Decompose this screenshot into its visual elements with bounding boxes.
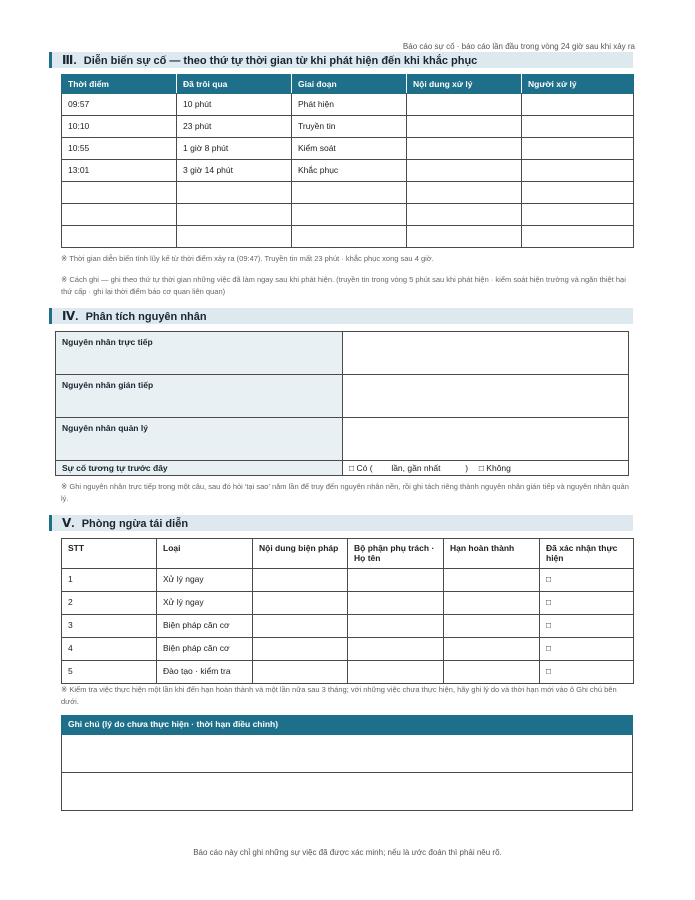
timeline-cell: 10:10 bbox=[62, 116, 177, 138]
timeline-table bbox=[61, 74, 634, 248]
prevention-row bbox=[62, 661, 634, 684]
timeline-cell: 3 giờ 14 phút bbox=[177, 160, 292, 182]
prevention-cell[interactable] bbox=[253, 638, 348, 661]
prevention-cell[interactable]: □ bbox=[540, 638, 634, 661]
cause-input-indirect[interactable] bbox=[343, 375, 629, 418]
prevention-cell[interactable] bbox=[444, 569, 540, 592]
remarks-line-1[interactable] bbox=[62, 735, 633, 773]
prevention-cell[interactable]: □ bbox=[540, 569, 634, 592]
similar-close-paren: ) bbox=[465, 463, 469, 473]
prevention-header-0: STT bbox=[62, 539, 157, 569]
timeline-cell: Khắc phục bbox=[292, 160, 407, 182]
timeline-note-1: ※ Thời gian diễn biến tính lũy kế từ thời điểm xảy ra (09:47). Truyền tin mất 23 phút · khắc phục xong sau 4 giờ. bbox=[61, 254, 434, 263]
prevention-cell[interactable] bbox=[444, 638, 540, 661]
prevention-cell[interactable] bbox=[253, 592, 348, 615]
prevention-header-3: Bộ phận phụ trách · Họ tên bbox=[348, 539, 444, 569]
cause-label-indirect: Nguyên nhân gián tiếp bbox=[56, 375, 343, 418]
prevention-row bbox=[62, 615, 634, 638]
section-5-number: Ⅴ. bbox=[62, 516, 75, 530]
prevention-cell[interactable]: □ bbox=[540, 661, 634, 684]
prevention-cell[interactable] bbox=[348, 615, 444, 638]
prevention-cell[interactable] bbox=[444, 661, 540, 684]
prevention-cell[interactable] bbox=[253, 615, 348, 638]
timeline-header-4: Người xử lý bbox=[522, 75, 634, 94]
cause-label-management: Nguyên nhân quản lý bbox=[56, 418, 343, 461]
similar-incident-options bbox=[343, 461, 629, 476]
remarks-box bbox=[61, 715, 633, 811]
timeline-cell[interactable] bbox=[177, 226, 292, 248]
prevention-header-2: Nội dung biện pháp bbox=[253, 539, 348, 569]
timeline-cell: Phát hiện bbox=[292, 94, 407, 116]
timeline-row bbox=[62, 116, 634, 138]
header-note: Báo cáo sự cố · báo cáo lần đầu trong vòng 24 giờ sau khi xảy ra bbox=[402, 42, 635, 51]
timeline-cell[interactable] bbox=[177, 182, 292, 204]
section-4-title: Phân tích nguyên nhân bbox=[85, 311, 207, 323]
prevention-cell: Xử lý ngay bbox=[157, 592, 253, 615]
prevention-cell[interactable]: □ bbox=[540, 615, 634, 638]
timeline-cell[interactable] bbox=[407, 116, 522, 138]
timeline-cell[interactable] bbox=[522, 116, 634, 138]
timeline-cell[interactable] bbox=[522, 204, 634, 226]
timeline-row bbox=[62, 94, 634, 116]
section-3-number: Ⅲ. bbox=[62, 53, 77, 67]
prevention-cell[interactable] bbox=[348, 569, 444, 592]
timeline-cell: Truyền tin bbox=[292, 116, 407, 138]
prevention-cell[interactable] bbox=[444, 592, 540, 615]
timeline-cell: 13:01 bbox=[62, 160, 177, 182]
timeline-cell[interactable] bbox=[522, 160, 634, 182]
section-5-title: Phòng ngừa tái diễn bbox=[81, 518, 189, 530]
prevention-cell: 4 bbox=[62, 638, 157, 661]
timeline-cell[interactable] bbox=[62, 182, 177, 204]
prevention-cell: Đào tạo · kiểm tra bbox=[157, 661, 253, 684]
cause-label-direct: Nguyên nhân trực tiếp bbox=[56, 332, 343, 375]
timeline-cell: 10:55 bbox=[62, 138, 177, 160]
prevention-cell: Biện pháp căn cơ bbox=[157, 638, 253, 661]
timeline-cell[interactable] bbox=[522, 226, 634, 248]
footer-note: Báo cáo này chỉ ghi những sự việc đã được xác minh; nếu là ước đoán thì phải nêu rõ. bbox=[193, 848, 502, 857]
cause-row-management bbox=[56, 418, 629, 461]
timeline-cell: 1 giờ 8 phút bbox=[177, 138, 292, 160]
timeline-cell[interactable] bbox=[292, 182, 407, 204]
timeline-row bbox=[62, 138, 634, 160]
timeline-cell: 09:57 bbox=[62, 94, 177, 116]
timeline-header-3: Nội dung xử lý bbox=[407, 75, 522, 94]
similar-times-label: lần, gần nhất bbox=[391, 463, 441, 473]
timeline-cell[interactable] bbox=[292, 226, 407, 248]
timeline-cell: 23 phút bbox=[177, 116, 292, 138]
timeline-cell[interactable] bbox=[522, 94, 634, 116]
timeline-cell[interactable] bbox=[407, 226, 522, 248]
remarks-line-2[interactable] bbox=[62, 773, 633, 811]
prevention-row bbox=[62, 638, 634, 661]
prevention-header-1: Loại bbox=[157, 539, 253, 569]
prevention-cell[interactable] bbox=[444, 615, 540, 638]
timeline-cell[interactable] bbox=[407, 138, 522, 160]
timeline-note-2: ※ Cách ghi — ghi theo thứ tự thời gian những việc đã làm ngay sau khi phát hiện. (truyền tin trong vòng 5 phút sau khi phát hiện · kiểm soát hiện trường và ngăn thiệt hại thứ cấp · ghi lại thời điểm báo cơ quan liên quan) bbox=[61, 275, 626, 296]
timeline-row bbox=[62, 226, 634, 248]
similar-no-checkbox[interactable]: □ Không bbox=[478, 463, 511, 473]
prevention-cell[interactable] bbox=[348, 661, 444, 684]
timeline-row bbox=[62, 204, 634, 226]
timeline-cell[interactable] bbox=[407, 160, 522, 182]
timeline-cell[interactable] bbox=[62, 226, 177, 248]
timeline-cell[interactable] bbox=[407, 204, 522, 226]
prevention-cell: Biện pháp căn cơ bbox=[157, 615, 253, 638]
prevention-header-5: Đã xác nhận thực hiện bbox=[540, 539, 634, 569]
prevention-cell[interactable]: □ bbox=[540, 592, 634, 615]
cause-input-management[interactable] bbox=[343, 418, 629, 461]
prevention-cell[interactable] bbox=[253, 661, 348, 684]
cause-input-direct[interactable] bbox=[343, 332, 629, 375]
prevention-cell[interactable] bbox=[348, 592, 444, 615]
prevention-cell: 1 bbox=[62, 569, 157, 592]
timeline-header-2: Giai đoạn bbox=[292, 75, 407, 94]
prevention-header-4: Hạn hoàn thành bbox=[444, 539, 540, 569]
timeline-header-1: Đã trôi qua bbox=[177, 75, 292, 94]
prevention-cell: 5 bbox=[62, 661, 157, 684]
prevention-row bbox=[62, 569, 634, 592]
timeline-cell[interactable] bbox=[407, 182, 522, 204]
section-4-heading bbox=[49, 308, 633, 324]
timeline-cell[interactable] bbox=[177, 204, 292, 226]
prevention-cell: Xử lý ngay bbox=[157, 569, 253, 592]
section-3-title: Diễn biến sự cố — theo thứ tự thời gian từ khi phát hiện đến khi khắc phục bbox=[83, 55, 478, 67]
cause-row-indirect bbox=[56, 375, 629, 418]
similar-yes-checkbox[interactable]: □ Có ( bbox=[349, 463, 373, 473]
section-5-heading bbox=[49, 515, 633, 531]
prevention-note: ※ Kiểm tra việc thực hiện một lần khi đến hạn hoàn thành và một lần nữa sau 3 tháng; với những việc chưa thực hiện, hãy ghi lý do và thời hạn mới vào ô Ghi chú bên dưới. bbox=[61, 685, 617, 706]
timeline-cell[interactable] bbox=[292, 204, 407, 226]
prevention-cell: 2 bbox=[62, 592, 157, 615]
section-3-heading bbox=[49, 52, 633, 68]
remarks-title: Ghi chú (lý do chưa thực hiện · thời hạn điều chỉnh) bbox=[62, 716, 633, 735]
prevention-cell: 3 bbox=[62, 615, 157, 638]
prevention-table bbox=[61, 538, 634, 684]
prevention-cell[interactable] bbox=[348, 638, 444, 661]
cause-analysis-table bbox=[55, 331, 629, 476]
timeline-header-0: Thời điểm bbox=[62, 75, 177, 94]
timeline-cell[interactable] bbox=[522, 182, 634, 204]
timeline-cell: Kiểm soát bbox=[292, 138, 407, 160]
timeline-row bbox=[62, 160, 634, 182]
timeline-cell: 10 phút bbox=[177, 94, 292, 116]
prevention-cell[interactable] bbox=[253, 569, 348, 592]
cause-row-direct bbox=[56, 332, 629, 375]
timeline-row bbox=[62, 182, 634, 204]
cause-note: ※ Ghi nguyên nhân trực tiếp trong một câu, sau đó hỏi 'tại sao' năm lần để truy đến nguyên nhân nền, rồi ghi tách riêng thành nguyên nhân gián tiếp và nguyên nhân quản lý. bbox=[61, 482, 629, 503]
similar-incident-row bbox=[56, 461, 629, 476]
timeline-cell[interactable] bbox=[407, 94, 522, 116]
prevention-row bbox=[62, 592, 634, 615]
similar-incident-label: Sự cố tương tự trước đây bbox=[56, 461, 343, 476]
timeline-cell[interactable] bbox=[522, 138, 634, 160]
timeline-cell[interactable] bbox=[62, 204, 177, 226]
section-4-number: Ⅳ. bbox=[62, 309, 79, 323]
